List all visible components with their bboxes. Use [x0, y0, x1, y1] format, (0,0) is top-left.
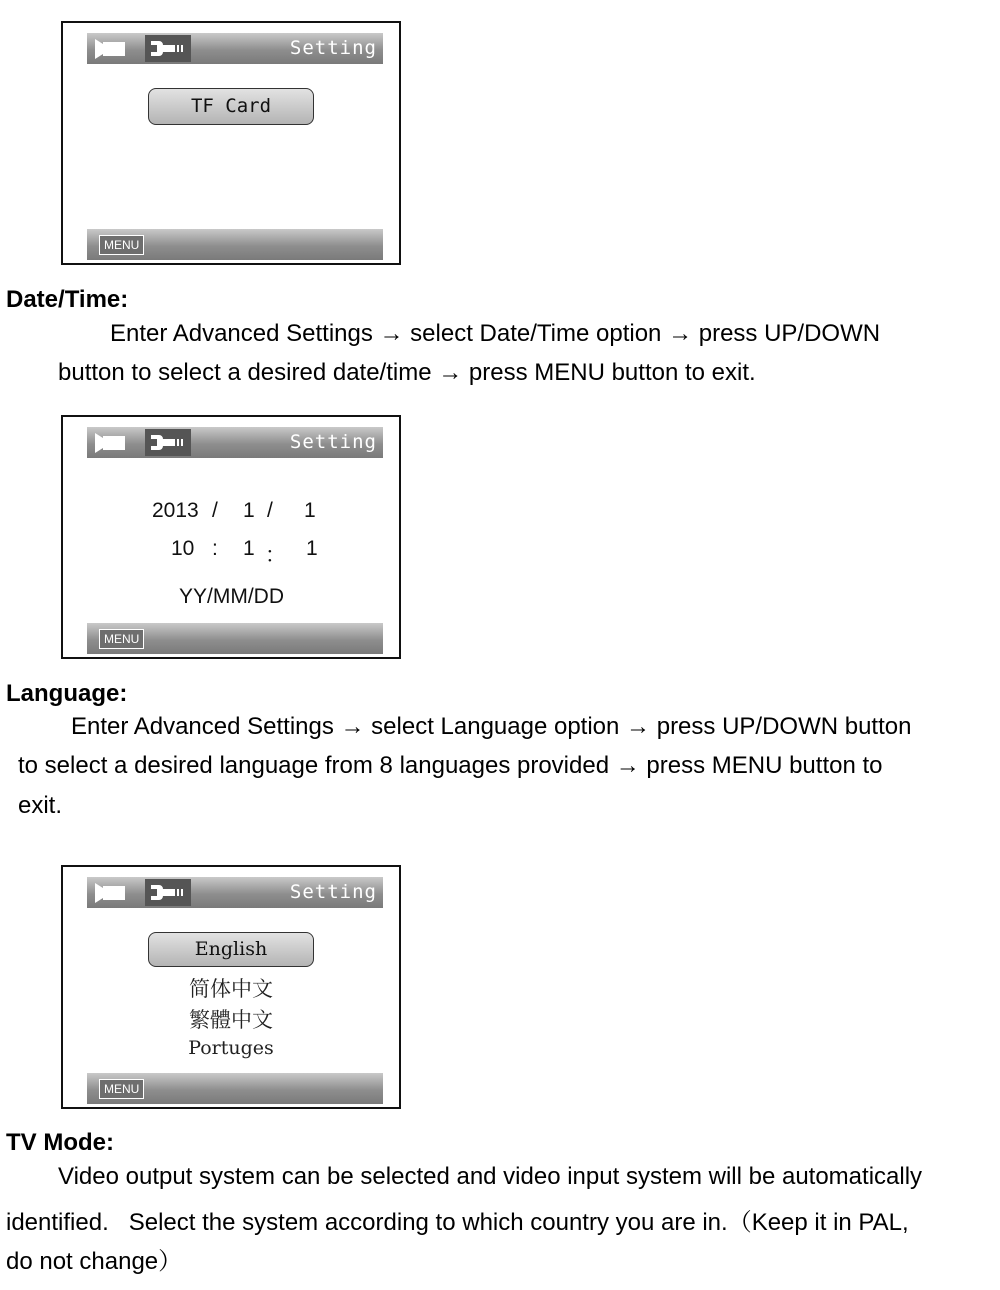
screen-footer-bar	[87, 623, 383, 654]
language-option[interactable]: 繁體中文	[189, 1008, 273, 1032]
tvmode-heading: TV Mode:	[6, 1129, 114, 1156]
language-text-line-1: Enter Advanced Settings → select Language option → press UP/DOWN button	[71, 713, 912, 740]
menu-button[interactable]: MENU	[99, 629, 144, 649]
wrench-icon	[145, 879, 191, 906]
language-option-selected[interactable]: English	[148, 932, 314, 967]
setting-screen-datetime	[61, 415, 401, 659]
language-option[interactable]: Portuges	[188, 1037, 274, 1059]
camera-icon	[95, 433, 127, 453]
date-separator: /	[267, 499, 273, 522]
time-separator: :	[212, 537, 218, 560]
setting-screen-language	[61, 865, 401, 1109]
date-day[interactable]: 1	[304, 499, 316, 522]
screen-footer-bar	[87, 1073, 383, 1104]
time-minute[interactable]: 1	[243, 537, 255, 560]
tvmode-text-line-3: do not change）	[6, 1248, 183, 1275]
wrench-icon	[145, 429, 191, 456]
camera-icon	[95, 883, 127, 903]
screen-title: Setting	[289, 881, 377, 903]
screen-header-bar	[87, 427, 383, 458]
time-separator: ：	[265, 544, 286, 567]
screen-title: Setting	[289, 37, 377, 59]
screen-footer-bar	[87, 229, 383, 260]
language-option[interactable]: 简体中文	[189, 977, 273, 1001]
tvmode-text-line-1: Video output system can be selected and video input system will be automatically	[58, 1163, 923, 1190]
tf-card-option[interactable]: TF Card	[148, 88, 314, 125]
tvmode-text-line-2: identified. Select the system according to which country you are in.（Keep it in PAL,	[6, 1209, 909, 1236]
time-hour[interactable]: 10	[171, 537, 195, 560]
date-format-label: YY/MM/DD	[179, 585, 284, 608]
date-month[interactable]: 1	[243, 499, 255, 522]
screen-header-bar	[87, 877, 383, 908]
menu-button[interactable]: MENU	[99, 235, 144, 255]
menu-button[interactable]: MENU	[99, 1079, 144, 1099]
time-second[interactable]: 1	[306, 537, 318, 560]
language-text-line-2: to select a desired language from 8 languages provided → press MENU button to	[18, 752, 883, 779]
screen-header-bar	[87, 33, 383, 64]
date-year[interactable]: 2013	[152, 499, 199, 522]
setting-screen-tf-card	[61, 21, 401, 265]
language-text-line-3: exit.	[18, 792, 63, 819]
language-heading: Language:	[6, 680, 128, 707]
datetime-heading: Date/Time:	[6, 286, 129, 313]
datetime-text-line-2: button to select a desired date/time → press MENU button to exit.	[58, 359, 756, 386]
wrench-icon	[145, 35, 191, 62]
datetime-text-line-1: Enter Advanced Settings → select Date/Time option → press UP/DOWN	[110, 320, 881, 347]
date-separator: /	[212, 499, 218, 522]
camera-icon	[95, 39, 127, 59]
screen-title: Setting	[289, 431, 377, 453]
